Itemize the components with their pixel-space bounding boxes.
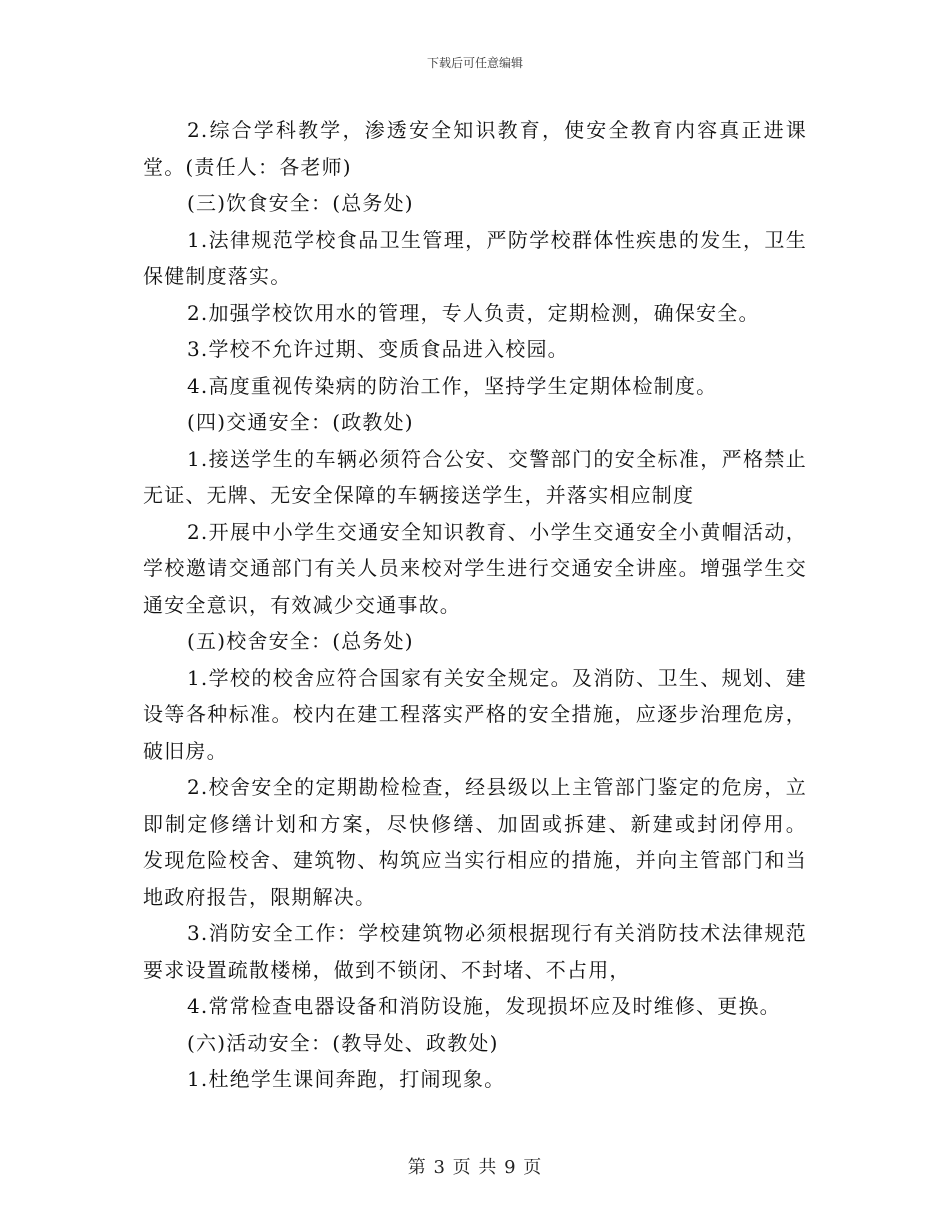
- paragraph: 4.高度重视传染病的防治工作，坚持学生定期体检制度。: [187, 373, 718, 398]
- paragraph: 1.法律规范学校食品卫生管理，严防学校群体性疾患的发生，卫生保健制度落实。: [143, 227, 807, 288]
- document-body: [143, 112, 807, 1098]
- section-heading: (六)活动安全：(教导处、政教处): [187, 1030, 499, 1055]
- page-header: 下载后可任意编辑: [426, 56, 523, 70]
- section-heading: (四)交通安全：(政教处): [187, 410, 414, 434]
- paragraph: 3.消防安全工作：学校建筑物必须根据现行有关消防技术法律规范要求设置疏散楼梯，做到不锁闭、不封堵、不占用，: [143, 921, 807, 982]
- paragraph: 1.接送学生的车辆必须符合公安、交警部门的安全标准，严格禁止无证、无牌、无安全保障的车辆接送学生，并落实相应制度: [143, 446, 807, 507]
- paragraph: 2.校舍安全的定期勘检检查，经县级以上主管部门鉴定的危房，立即制定修缮计划和方案，尽快修缮、加固或拆建、新建或封闭停用。 发现危险校舍、建筑物、构筑应当实行相应的措施，并向主管部门和当地政府报告，限期解决。: [143, 775, 807, 909]
- paragraph: 2.综合学科教学，渗透安全知识教育，使安全教育内容真正进课堂。(责任人：各老师): [143, 118, 807, 179]
- section-heading: (三)饮食安全：(总务处): [187, 191, 414, 215]
- paragraph: 1.学校的校舍应符合国家有关安全规定。及消防、卫生、规划、建设等各种标准。校内在建工程落实严格的安全措施，应逐步治理危房，破旧房。: [143, 665, 807, 763]
- page-number: 第 3 页 共 9 页: [407, 1157, 543, 1178]
- paragraph: 4.常常检查电器设备和消防设施，发现损坏应及时维修、更换。: [187, 994, 781, 1018]
- paragraph: 2.开展中小学生交通安全知识教育、小学生交通安全小黄帽活动，学校邀请交通部门有关人员来校对学生进行交通安全讲座。增强学生交通安全意识，有效减少交通事故。: [143, 519, 807, 617]
- section-heading: (五)校舍安全：(总务处): [187, 629, 414, 653]
- paragraph: 2.加强学校饮用水的管理，专人负责，定期检测，确保安全。: [187, 300, 760, 325]
- paragraph: 1.杜绝学生课间奔跑，打闹现象。: [187, 1067, 506, 1091]
- paragraph: 3.学校不允许过期、变质食品进入校园。: [187, 337, 569, 361]
